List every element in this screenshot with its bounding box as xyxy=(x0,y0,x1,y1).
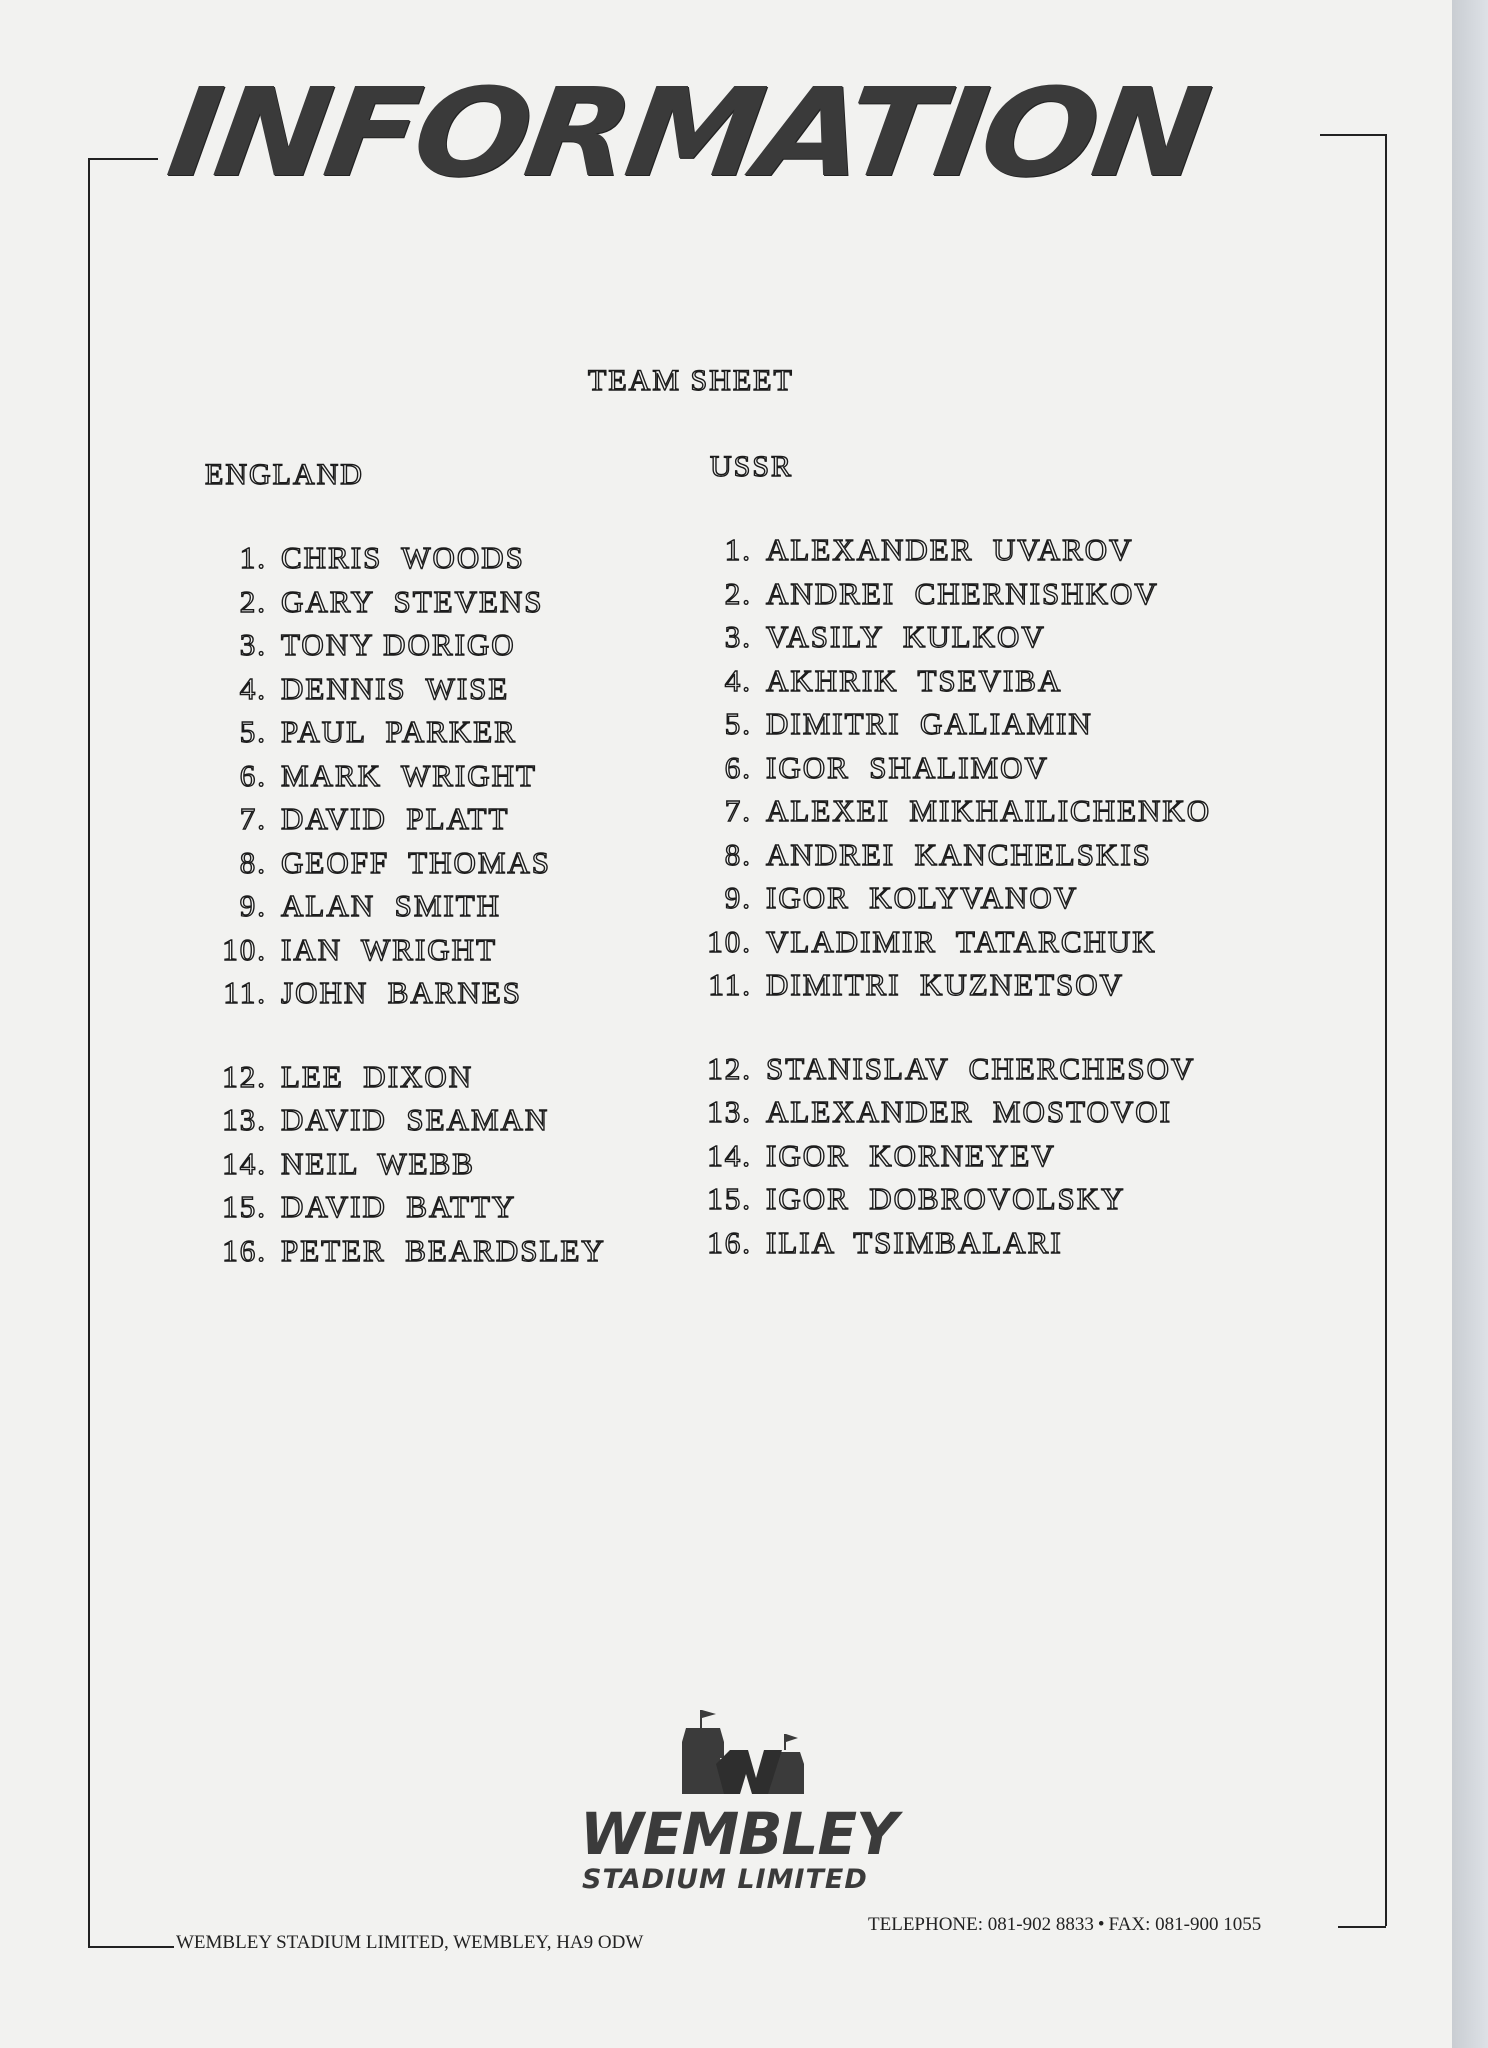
player-number: 4. xyxy=(239,670,267,706)
player-row xyxy=(205,1102,606,1146)
player-row xyxy=(690,576,1211,620)
player-name: ALEXANDER MOSTOVOI xyxy=(766,1094,1172,1129)
player-name: DAVID PLATT xyxy=(281,801,510,836)
player-name: NEIL WEBB xyxy=(281,1145,475,1181)
player-row xyxy=(205,1233,606,1277)
player-name: AKHRIK TSEVIBA xyxy=(766,662,1063,698)
player-name: PAUL PARKER xyxy=(281,714,517,749)
ussr-heading: USSR xyxy=(710,450,794,483)
player-row xyxy=(690,837,1211,881)
player-row xyxy=(205,845,606,889)
player-number: 11. xyxy=(223,975,267,1010)
player-name: VLADIMIR TATARCHUK xyxy=(766,923,1157,959)
player-name: IAN WRIGHT xyxy=(281,931,498,967)
frame-line-left xyxy=(88,158,90,1948)
player-number: 2. xyxy=(239,583,267,619)
player-name: IGOR KORNEYEV xyxy=(766,1137,1056,1173)
team-sheet-title: TEAM SHEET xyxy=(588,364,794,397)
player-name: IGOR DOBROVOLSKY xyxy=(766,1181,1126,1216)
player-number: 5. xyxy=(239,714,267,749)
player-row xyxy=(205,671,606,715)
player-name: MARK WRIGHT xyxy=(281,757,537,793)
player-row xyxy=(690,1094,1211,1138)
frame-line-right xyxy=(1385,134,1387,1926)
player-number: 9. xyxy=(239,888,267,923)
bullet-icon: • xyxy=(1097,1914,1105,1935)
player-row xyxy=(205,1189,606,1233)
player-name: ALEXANDER UVAROV xyxy=(766,532,1134,567)
player-row xyxy=(690,619,1211,663)
player-name: ALAN SMITH xyxy=(281,888,502,923)
player-number: 16. xyxy=(707,1224,752,1260)
player-row xyxy=(690,1051,1211,1095)
player-row xyxy=(205,975,606,1019)
player-name: DAVID BATTY xyxy=(281,1189,517,1224)
player-number: 7. xyxy=(724,793,752,828)
player-number: 9. xyxy=(724,880,752,915)
player-number: 6. xyxy=(724,749,752,785)
player-name: DIMITRI GALIAMIN xyxy=(766,706,1093,741)
player-name: STANISLAV CHERCHESOV xyxy=(766,1050,1196,1086)
player-number: 10. xyxy=(707,923,752,959)
player-name: DIMITRI KUZNETSOV xyxy=(766,967,1125,1002)
frame-line-top-left xyxy=(88,158,158,160)
player-name: VASILY KULKOV xyxy=(766,619,1046,654)
player-number: 6. xyxy=(239,757,267,793)
player-number: 2. xyxy=(724,575,752,611)
player-number: 5. xyxy=(724,706,752,741)
player-number: 15. xyxy=(222,1189,267,1224)
player-number: 16. xyxy=(222,1232,267,1268)
player-number: 1. xyxy=(239,540,267,575)
player-row xyxy=(690,924,1211,968)
player-row xyxy=(690,793,1211,837)
player-row xyxy=(205,1146,606,1190)
player-name: IGOR KOLYVANOV xyxy=(766,880,1079,915)
england-heading: ENGLAND xyxy=(205,458,364,491)
player-name: JOHN BARNES xyxy=(281,975,523,1010)
player-name: ANDREI KANCHELSKIS xyxy=(766,836,1152,872)
player-number: 4. xyxy=(724,662,752,698)
player-name: CHRIS WOODS xyxy=(281,540,525,575)
player-number: 10. xyxy=(222,931,267,967)
player-row xyxy=(205,932,606,976)
information-banner: INFORMATION xyxy=(160,62,1214,204)
player-row xyxy=(205,1059,606,1103)
player-name: LEE DIXON xyxy=(281,1058,474,1094)
logo-wordmark: WEMBLEY xyxy=(580,1800,898,1868)
player-number: 14. xyxy=(707,1137,752,1173)
player-row xyxy=(690,532,1211,576)
paper-edge xyxy=(1452,0,1488,2048)
player-row xyxy=(690,967,1211,1011)
footer-fax: FAX: 081-900 1055 xyxy=(1108,1914,1262,1935)
footer-telephone: TELEPHONE: 081-902 8833 xyxy=(868,1914,1094,1935)
player-name: TONY DORIGO xyxy=(281,627,516,662)
england-roster xyxy=(205,540,606,1276)
player-row xyxy=(205,758,606,802)
player-row xyxy=(690,1225,1211,1269)
frame-line-bottom-right xyxy=(1338,1926,1386,1928)
player-row xyxy=(690,880,1211,924)
player-number: 11. xyxy=(708,967,752,1002)
player-number: 7. xyxy=(239,801,267,836)
substitutes-spacer xyxy=(690,1011,1211,1051)
player-name: ANDREI CHERNISHKOV xyxy=(766,575,1159,611)
player-name: GARY STEVENS xyxy=(281,583,544,619)
substitutes-spacer xyxy=(205,1019,606,1059)
player-number: 8. xyxy=(724,836,752,872)
frame-line-top-right xyxy=(1320,134,1386,136)
player-number: 3. xyxy=(724,619,752,654)
player-name: ALEXEI MIKHAILICHENKO xyxy=(766,793,1212,828)
player-row xyxy=(205,627,606,671)
player-number: 13. xyxy=(222,1102,267,1137)
player-number: 13. xyxy=(707,1094,752,1129)
player-row xyxy=(690,750,1211,794)
ussr-roster xyxy=(690,532,1211,1268)
player-number: 14. xyxy=(222,1145,267,1181)
logo-subtitle: STADIUM LIMITED xyxy=(582,1864,868,1895)
player-row xyxy=(690,1138,1211,1182)
player-name: IGOR SHALIMOV xyxy=(766,749,1049,785)
footer-address: WEMBLEY STADIUM LIMITED, WEMBLEY, HA9 ODW xyxy=(176,1932,644,1953)
player-name: PETER BEARDSLEY xyxy=(281,1232,606,1268)
player-number: 8. xyxy=(239,844,267,880)
player-row xyxy=(205,801,606,845)
player-number: 15. xyxy=(707,1181,752,1216)
player-name: ILIA TSIMBALARI xyxy=(766,1224,1063,1260)
player-name: GEOFF THOMAS xyxy=(281,844,552,880)
player-number: 1. xyxy=(724,532,752,567)
player-row xyxy=(690,663,1211,707)
player-row xyxy=(205,714,606,758)
player-number: 12. xyxy=(222,1058,267,1094)
player-row xyxy=(205,540,606,584)
player-number: 12. xyxy=(707,1050,752,1086)
footer-contact xyxy=(868,1914,1261,1936)
frame-line-bottom-left xyxy=(88,1946,174,1948)
player-row xyxy=(205,584,606,628)
player-name: DENNIS WISE xyxy=(281,670,510,706)
player-row xyxy=(690,1181,1211,1225)
player-row xyxy=(690,706,1211,750)
player-name: DAVID SEAMAN xyxy=(281,1102,550,1137)
player-row xyxy=(205,888,606,932)
player-number: 3. xyxy=(239,627,267,662)
